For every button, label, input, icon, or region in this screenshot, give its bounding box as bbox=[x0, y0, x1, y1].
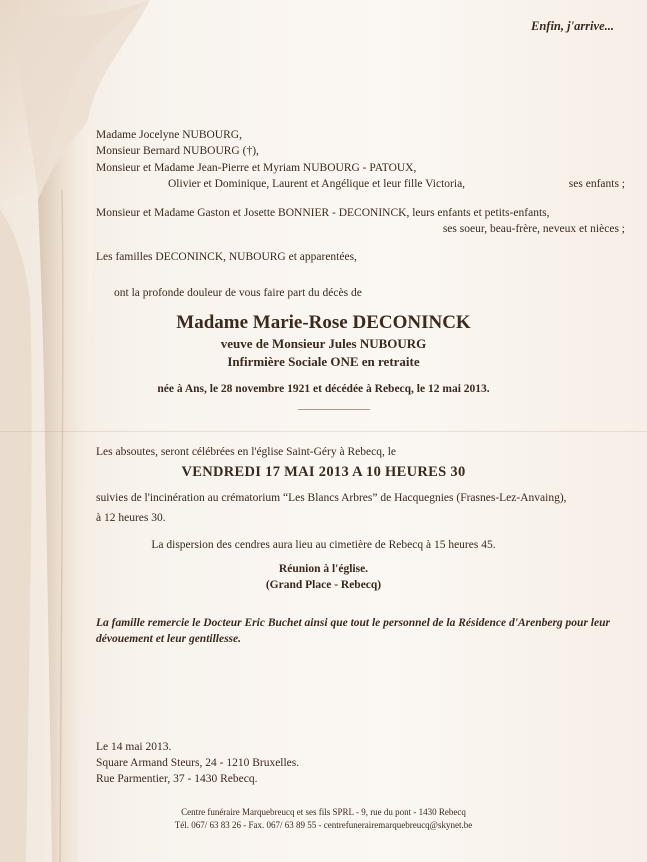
closing-date: Le 14 mai 2013. bbox=[96, 741, 172, 753]
paper-fold-line bbox=[0, 431, 647, 432]
family-line-3: Monsieur et Madame Jean-Pierre et Myriam NUBOURG - PATOUX, bbox=[96, 162, 417, 174]
ashes-dispersion: La dispersion des cendres aura lieu au cimetière de Rebecq à 15 heures 45. bbox=[151, 539, 496, 551]
announcement-text: ont la profonde douleur de vous faire part du décès de bbox=[114, 287, 362, 299]
family-role-siblings: ses soeur, beau-frère, neveux et nièces ; bbox=[442, 223, 625, 235]
family-line-7: Les familles DECONINCK, NUBOURG et apparentées, bbox=[96, 251, 357, 263]
ceremony-datetime: VENDREDI 17 MAI 2013 A 10 HEURES 30 bbox=[181, 464, 466, 480]
family-line-2: Monsieur Bernard NUBOURG (†), bbox=[96, 145, 259, 157]
family-role-children: ses enfants ; bbox=[568, 178, 625, 190]
reunion-address: (Grand Place - Rebecq) bbox=[265, 579, 382, 591]
tagline: Enfin, j'arrive... bbox=[531, 19, 614, 33]
deceased-name: Madame Marie-Rose DECONINCK bbox=[176, 312, 471, 333]
family-line-1: Madame Jocelyne NUBOURG, bbox=[96, 129, 242, 141]
reunion-location: Réunion à l'église. bbox=[278, 563, 369, 575]
divider-rule bbox=[298, 409, 370, 410]
thanks-message: La famille remercie le Docteur Eric Buchet ainsi que tout le personnel de la Résidence d'Arenberg pour leur dévouement et leur gentillesse. bbox=[96, 617, 610, 645]
family-line-5: Monsieur et Madame Gaston et Josette BONNIER - DECONINCK, leurs enfants et petits-enfants, bbox=[96, 207, 550, 219]
deceased-profession: Infirmière Sociale ONE en retraite bbox=[227, 354, 420, 369]
deceased-dates: née à Ans, le 28 novembre 1921 et décédée à Rebecq, le 12 mai 2013. bbox=[157, 383, 490, 395]
deceased-widow-of: veuve de Monsieur Jules NUBOURG bbox=[220, 336, 427, 351]
address-rebecq: Rue Parmentier, 37 - 1430 Rebecq. bbox=[96, 773, 258, 785]
funeral-home-name: Centre funéraire Marquebreucq et ses fils SPRL - 9, rue du pont - 1430 Rebecq bbox=[181, 807, 466, 817]
family-line-4: Olivier et Dominique, Laurent et Angélique et leur fille Victoria, bbox=[168, 178, 466, 190]
cremation-time: à 12 heures 30. bbox=[96, 512, 166, 524]
funeral-home-contact: Tél. 067/ 63 83 26 - Fax. 067/ 63 89 55 - centrefunerairemarquebreucq@skynet.be bbox=[174, 820, 473, 830]
cremation-details: suivies de l'incinération au crématorium “Les Blancs Arbres” de Hacquegnies (Frasnes-Lez-Anvaing), bbox=[96, 492, 567, 504]
address-brussels: Square Armand Steurs, 24 - 1210 Bruxelles. bbox=[96, 757, 300, 769]
ceremony-intro: Les absoutes, seront célébrées en l'église Saint-Géry à Rebecq, le bbox=[96, 446, 396, 458]
